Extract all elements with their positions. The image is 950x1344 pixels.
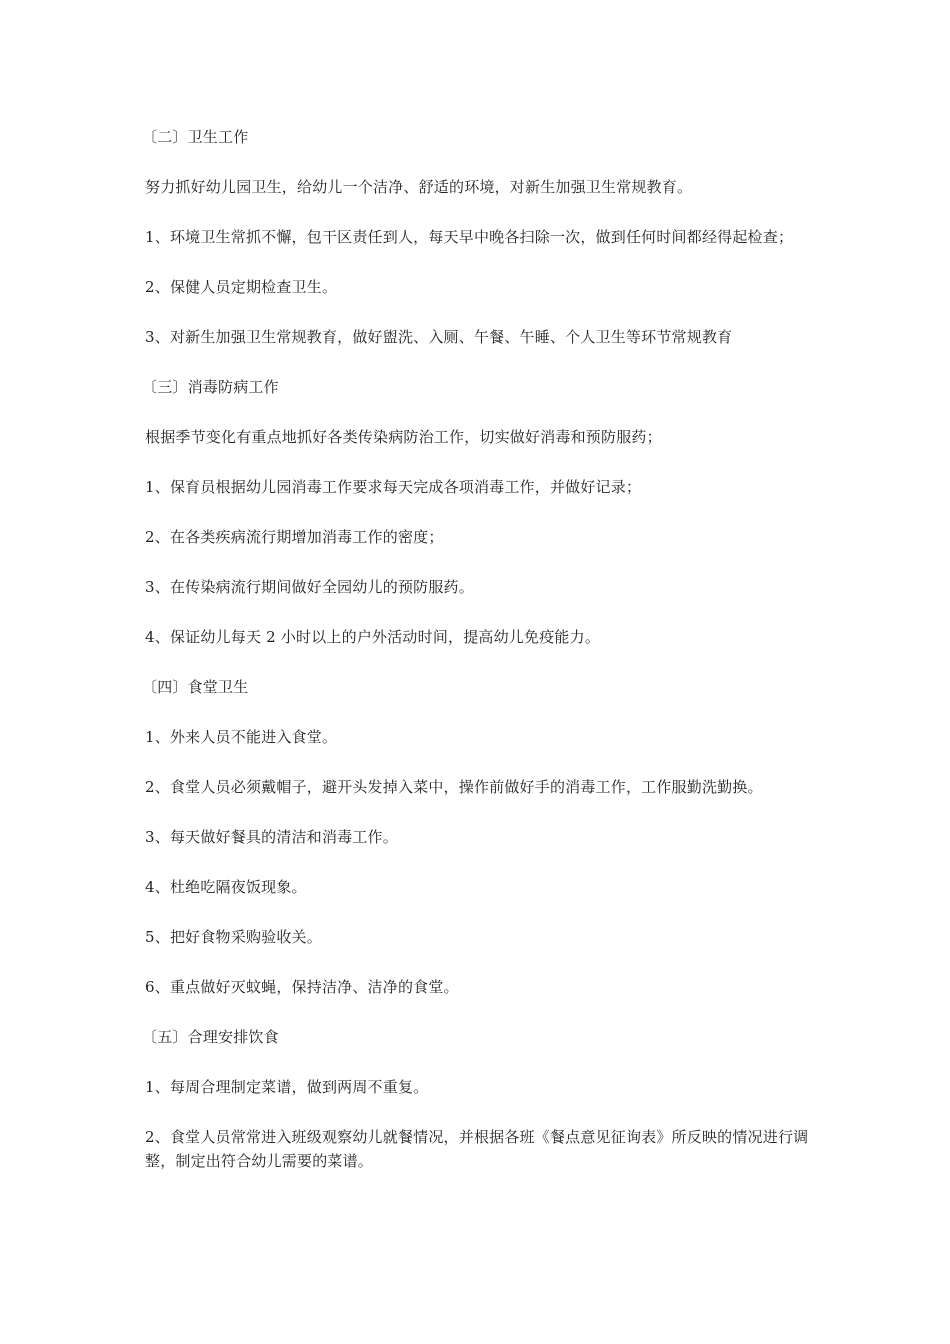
- paragraph: 1、外来人员不能进入食堂。: [145, 728, 338, 746]
- section-heading-canteen: 〔四〕食堂卫生: [142, 678, 249, 696]
- paragraph: 4、保证幼儿每天 2 小时以上的户外活动时间，提高幼儿免疫能力。: [145, 628, 601, 646]
- paragraph: 2、在各类疾病流行期增加消毒工作的密度；: [145, 528, 444, 546]
- paragraph: 1、保育员根据幼儿园消毒工作要求每天完成各项消毒工作，并做好记录；: [145, 478, 642, 496]
- paragraph: 1、环境卫生常抓不懈，包干区责任到人，每天早中晚各扫除一次，做到任何时间都经得起检查；: [145, 228, 794, 246]
- paragraph: 3、对新生加强卫生常规教育，做好盥洗、入厕、午餐、午睡、个人卫生等环节常规教育: [145, 328, 733, 346]
- paragraph: 5、把好食物采购验收关。: [145, 928, 322, 946]
- paragraph: 2、保健人员定期检查卫生。: [145, 278, 338, 296]
- paragraph: 2、食堂人员常常进入班级观察幼儿就餐情况，并根据各班《餐点意见征询表》所反映的情况进行调整，制定出符合幼儿需要的菜谱。: [145, 1128, 809, 1170]
- paragraph: 根据季节变化有重点地抓好各类传染病防治工作，切实做好消毒和预防服药；: [145, 428, 662, 446]
- paragraph: 3、每天做好餐具的清洁和消毒工作。: [145, 828, 398, 846]
- paragraph: 努力抓好幼儿园卫生，给幼儿一个洁净、舒适的环境，对新生加强卫生常规教育。: [145, 178, 693, 196]
- section-heading-diet: 〔五〕合理安排饮食: [142, 1028, 279, 1046]
- paragraph: 6、重点做好灭蚊蝇，保持洁净、洁净的食堂。: [145, 978, 459, 996]
- section-heading-hygiene: 〔二〕卫生工作: [142, 128, 249, 146]
- paragraph: 4、杜绝吃隔夜饭现象。: [145, 878, 307, 896]
- document-body: [142, 125, 825, 1199]
- paragraph: 3、在传染病流行期间做好全园幼儿的预防服药。: [145, 578, 474, 596]
- paragraph: 2、食堂人员必须戴帽子，避开头发掉入菜中，操作前做好手的消毒工作，工作服勤洗勤换。: [145, 778, 763, 796]
- section-heading-disinfection: 〔三〕消毒防病工作: [142, 378, 279, 396]
- paragraph: 1、每周合理制定菜谱，做到两周不重复。: [145, 1078, 429, 1096]
